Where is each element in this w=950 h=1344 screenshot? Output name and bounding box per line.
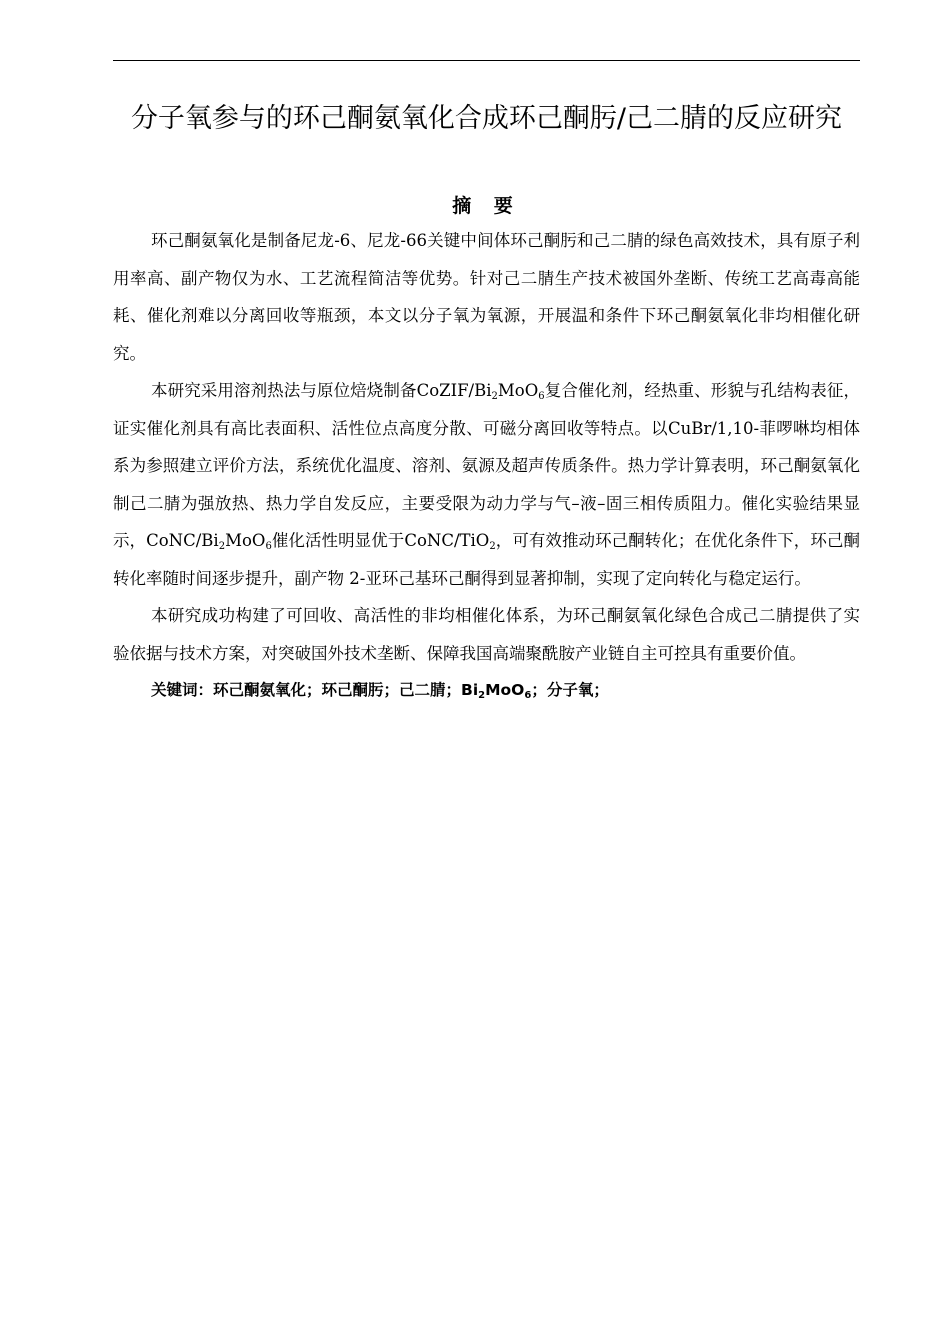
abstract-body [113,222,860,710]
document-title: 分子氧参与的环己酮氨氧化合成环己酮肟/己二腈的反应研究 [130,103,843,134]
keywords-line: 关键词：环己酮氨氧化；环己酮肟；己二腈；$Bi_2MoO_6$；分子氧； [151,681,609,701]
abstract-paragraph-2: 本研究采用溶剂热法与原位焙烧制备CoZIF/$Bi_2MoO_6$复合催化剂，经热重、形貌与孔结构表征，证实催化剂具有高比表面积、活性位点高度分散、可磁分离回收等特点。以CuBr/1,10-菲啰啉均相体系为参照建立评价方法，系统优化温度、溶剂、氨源及超声传质条件。热力学计算表明，环己酮氨氧化制己二腈为强放热、热力学自发反应，主要受限为动力学与气–液–固三相传质阻力。催化实验结果显示，CoNC/$Bi_2MoO_6$催化活性明显优于CoNC/TiO$_2$，可有效推动环己酮转化；在优化条件下，环己酮转化率随时间逐步提升，副产物 2-亚环己基环己酮得到显著抑制，实现了定向转化与稳定运行。 [113,381,861,588]
header-rule [113,60,860,61]
abstract-heading: 摘 要 [452,195,521,217]
abstract-paragraph-1: 环己酮氨氧化是制备尼龙-6、尼龙-66关键中间体环己酮肟和己二腈的绿色高效技术，具有原子利用率高、副产物仅为水、工艺流程简洁等优势。针对己二腈生产技术被国外垄断、传统工艺高毒高能耗、催化剂难以分离回收等瓶颈，本文以分子氧为氧源，开展温和条件下环己酮氨氧化非均相催化研究。 [113,231,860,363]
abstract-paragraph-3: 本研究成功构建了可回收、高活性的非均相催化体系，为环己酮氨氧化绿色合成己二腈提供了实验依据与技术方案，对突破国外技术垄断、保障我国高端聚酰胺产业链自主可控具有重要价值。 [113,606,860,663]
